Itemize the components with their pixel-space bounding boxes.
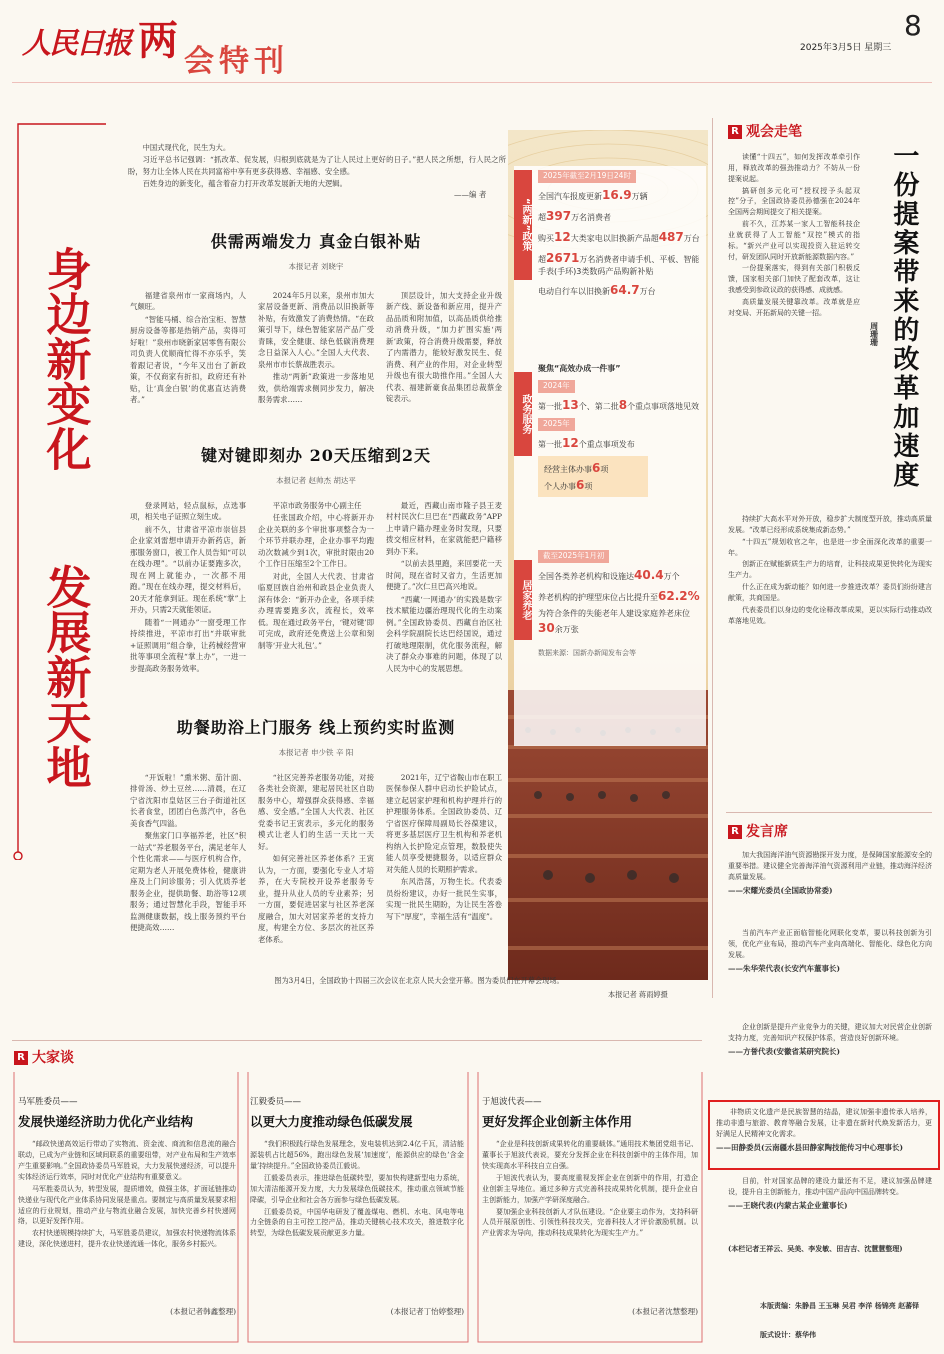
article2-byline: 本报记者 赵帅杰 胡达平 xyxy=(276,476,356,485)
feature-title-panel xyxy=(10,120,110,860)
commentary-author: 周珊珊 xyxy=(869,322,880,346)
speech-block-3 xyxy=(728,1022,932,1094)
bottom-top-rule xyxy=(12,1040,702,1041)
section-r-icon: R xyxy=(14,1051,28,1065)
commentary-paragraph: 搞研创多元化可“授权授予头起双控”分子，全国政协委员孙德强在2024年全国两会期间提交了相关提案。 xyxy=(728,186,860,217)
speech-text: 当前汽车产业正面临智能化网联化变革，要以科技创新为引领，优化产业布局，推动汽车产业向高端化、智能化、绿色化方向发展。 xyxy=(728,929,932,959)
stat-line: 购买12大类家电以旧换新产品超487万台 xyxy=(538,230,700,245)
article1-byline: 本报记者 刘晓宇 xyxy=(288,262,344,271)
bottom-title: 发展快递经济助力优化产业结构 xyxy=(18,1114,194,1130)
infographic-tag-elderly-care: 居家养老 xyxy=(514,560,532,640)
issue-date: 2025年3月5日 星期三 xyxy=(800,43,892,53)
infographic-section3 xyxy=(538,550,704,658)
infographic-panel xyxy=(514,166,706,746)
stat-line: 全国汽车报废更新16.9万辆 xyxy=(538,187,648,202)
bottom-title: 更好发挥企业创新主体作用 xyxy=(482,1114,633,1130)
section-r-icon: R xyxy=(728,825,742,839)
commentary-paragraph: 一份提案落实，得到有关部门积极反馈，国家相关部门加快了配套改革，这让我感受到参政议政的获得感、成就感。 xyxy=(728,264,860,295)
section-label-speakers xyxy=(728,822,788,842)
bottom-item-2 xyxy=(250,1096,464,1318)
stat-line: 超2671万名消费者申请手机、平板、智能手表(手环)3类数码产品购新补贴 xyxy=(538,251,700,276)
article-paragraph: 顶层设计，加大支持企业升级新产线、新设备和新应用，提升产品品质和附加值，以高品质供给推动消费升级，“加力扩围实施‘两新’政策，符合消费升级需要，释放了内需潜力，能较好激发民生、促消费、利产业的作用，对企业转型升级也有很大助推作用。”全国人大代表、福建新豪食品集团总裁蔡金锭表示。 xyxy=(386,291,502,404)
bottom-paragraph: 农村快递规模持续扩大，马军胜委员建议，加强农村快递物流体系建设，深化快递进村，提升农业快递流通一体化，服务乡村振兴。 xyxy=(18,1229,236,1249)
stat-line: 全国各类养老机构和设施达40.4万个 xyxy=(538,567,680,582)
article-paragraph: 平凉市政务服务中心副主任 xyxy=(272,501,362,510)
speech-text: 目前，针对国家品牌的建设力量还有不足，建议加强品牌建设，提升自主创新能力，推动中国产品向中国品牌转变。 xyxy=(728,1177,932,1196)
commentary-paragraph: 什么正在成为新动能？如何进一步推进改革？委员们纷纷建言献策，共商国是。 xyxy=(728,583,932,602)
article-paragraph: “社区完善养老服务功能，对接各类社会资源，建起居民社区自助服务中心，增强群众获得感、幸福感、安全感。”全国人大代表、社区党委书记王寅表示，多元化的服务模式让老人们的生活一天比一天好。 xyxy=(258,773,374,851)
newspaper-logo: 人民日报 xyxy=(22,26,131,60)
intro-signature: ——编 者 xyxy=(454,190,487,199)
commentary-title: 一份提案带来的改革加速度 xyxy=(888,142,919,490)
stat-line: 电动自行车以旧换新64.7万台 xyxy=(538,283,656,298)
speech-speaker: ——王晓代表(内蒙古某企业董事长) xyxy=(728,1200,848,1210)
article3-body xyxy=(130,772,502,962)
section-label-text: 观会走笔 xyxy=(746,124,802,140)
article-paragraph: 如何完善社区养老体系？王寅认为，一方面，要强化专业人才培养，在大专院校开设养老服务专业，提升从业人员的专业素养；另一方面，要促进居家与社区养老深度融合，加大对居家养老的支持力度，构建全方位、多层次的社区养老体系。 xyxy=(258,854,374,944)
speech-text: 企业创新是提升产业竞争力的关键，建议加大对民营企业创新支持力度，完善知识产权保护体系，营造良好创新环境。 xyxy=(728,1023,932,1042)
commentary-body-wide xyxy=(728,514,932,808)
special-issue-title-b: 会特刊 xyxy=(184,44,289,79)
article3-byline: 本报记者 申少铁 辛 阳 xyxy=(278,748,354,757)
period-label: 2024年 xyxy=(538,380,575,393)
page-editors: 本版责编：朱静昌 王玉琳 吴君 李洋 杨锦亮 赵蕃铎 xyxy=(760,1301,920,1310)
article2-title: 键对键即刻办 20天压缩到2天 xyxy=(201,446,431,465)
bottom-paragraph: “我们积极践行绿色发展理念，发电装机达到2.4亿千瓦，清洁能源装机占比超56%，跑出绿色发展‘加速度’，能源供应的绿色‘含金量’持续提升。”全国政协委员江毅说。 xyxy=(250,1140,464,1171)
commentary-paragraph: 读懂“十四五”，如何发挥改革牵引作用，释放改革的强劲推动力？不妨从一份提案说起。 xyxy=(728,153,860,183)
article-paragraph: 推动“两新”政策进一步落地见效，供给端需求侧同步发力，解决服务需求…… xyxy=(258,372,374,405)
bottom-note: (本报记者丁怡婷整理) xyxy=(390,1307,464,1317)
article-paragraph: 东风浩荡，万物生长。代表委员纷纷建议，办好一批民生实事，实现一批民生期盼，为让民生答卷写下“厚度”，幸福生活有“温度”。 xyxy=(386,877,502,921)
business-box xyxy=(538,456,648,497)
speech-text: 非物质文化遗产是民族智慧的结晶，建议加强非遗传承人培养，推动非遗与旅游、教育等融合发展，让非遗在新时代焕发新活力，更好满足人民精神文化需求。 xyxy=(716,1108,932,1138)
article-paragraph: “以前去县里跑，来回要花一天时间，现在省时又省力，生活更加便捷了。”次仁旦巴高兴地说。 xyxy=(386,559,502,592)
stat-line: 经营主体办事6项 xyxy=(544,460,609,475)
bottom-paragraph: 江毅委员表示，推进绿色低碳转型，要加快构建新型电力系统，加大清洁能源开发力度，大力发展绿色低碳技术，推动重点领域节能降碳，引导企业和社会各方面参与绿色低碳发展。 xyxy=(250,1173,464,1204)
speech-text: 加大我国海洋油气资源勘探开发力度，是保障国家能源安全的重要举措。建议健全完善海洋油气资源利用产业链，推动海洋经济高质量发展。 xyxy=(728,851,932,881)
stat-line: 为符合条件的失能老年人建设家庭养老床位30余万张 xyxy=(538,609,690,636)
bottom-note: (本报记者沈慧整理) xyxy=(632,1307,698,1317)
article-paragraph: 对此，全国人大代表、甘肃省临夏回族自治州和政县企业负责人深有体会：“新开办企业，各项手续办理需要跑多次，流程长，效率低。现在通过政务平台，‘键对键’即可完成，政府还免费送上公章和刻制等‘开业大礼包’。” xyxy=(258,571,374,650)
bottom-paragraph: 于旭波代表认为，要高度重视发挥企业在创新中的作用，打造企业创新主导地位。通过多种方式完善科技成果转化机制，提升企业自主创新能力，加强产学研深度融合。 xyxy=(482,1173,698,1204)
bottom-paragraph: “企业是科技创新成果转化的重要载体。”通用技术集团党组书记、董事长于旭波代表说，要充分发挥企业在科技创新中的主体作用，加快实现高水平科技自立自强。 xyxy=(482,1140,698,1171)
special-issue-title-a: 两 xyxy=(138,18,178,64)
masthead-rule xyxy=(12,82,932,83)
commentary-paragraph: 创新正在赋能新质生产力的培育，让科技成果更快转化为现实生产力。 xyxy=(728,560,932,580)
feature-title-b: 发展新天地 xyxy=(38,564,92,789)
period-label: 截至2025年1月初 xyxy=(538,550,609,563)
infographic-section2 xyxy=(538,364,704,497)
period-label: 2025年截至2月19日24时 xyxy=(538,170,636,183)
bottom-item-1 xyxy=(18,1096,236,1318)
page-number: 8 xyxy=(904,9,922,42)
infographic-tag-gov-service: 政务服务 xyxy=(514,372,532,456)
article-paragraph: 前不久，甘肃省平凉市崇信县企业家刘雷想申请开办新药店，新那服务窗口，被工作人员告知“可以在线办理”。“以前办证要跑多次，现在网上就能办，一次都不用跑。”现在在线办理，提交材料后，20天才能拿到证。现在系统“掌”上开办，只需2天就能领证。 xyxy=(130,524,246,615)
intro-line: 习近平总书记强调：“抓改革、促发展，归根到底就是为了让人民过上更好的日子。”把人民之所想，行人民之所盼，努力让全体人民在共同富裕中享有更多获得感、幸福感、安全感。 xyxy=(128,155,506,176)
article-paragraph: 2024年5月以来，泉州市加大家居设备更新、消费品以旧换新等补贴，有效激发了消费热情。“在政策引导下，绿色智能家居产品广受青睐，安全健康、绿色低碳消费理念日益深入人心。”全国人大代表、泉州市市长蔡战胜表示。 xyxy=(258,291,374,369)
commentary-paragraph: 代表委员们以身边的变化诠释改革成果，更以实际行动推动改革落地见效。 xyxy=(728,605,932,625)
article-paragraph: “西藏‘一网通办’的实践是数字技术赋能边疆治理现代化的生动案例。”全国政协委员、西藏自治区社会科学院副院长达巴经国说，通过打破地理限制，优化服务流程，解决了群众办事难的问题，体现了以人民为中心的发展思想。 xyxy=(386,594,502,673)
article-paragraph: “开饭啦！”熏米粥、茄汁面、排骨汤、炒土豆丝……清晨，在辽宁省沈阳市皇姑区三台子街道社区长者食堂，团团白色蒸汽中，各色美食香气四溢。 xyxy=(130,773,246,828)
bottom-title: 以更大力度推动绿色低碳发展 xyxy=(250,1114,413,1130)
article-paragraph: 任张国政介绍，中心将新开办企业关联的多个审批事项整合为一个环节并联办理，企业办事平均跑动次数减少到1次，审批时限由20个工作日压缩至2个工作日。 xyxy=(258,513,374,569)
page-designer: 版式设计：蔡华伟 xyxy=(760,1330,816,1339)
infographic-section1 xyxy=(538,170,704,304)
intro-block xyxy=(128,142,506,206)
bottom-paragraph: 江毅委员说，中国华电研发了覆盖煤电、燃机、水电、风电等电力全链条的自主可控工控产品，推动关键核心技术攻关，推进数字化转型，为绿色低碳发展贡献更多力量。 xyxy=(250,1207,464,1238)
speech-block-1 xyxy=(728,850,932,922)
article-paragraph: 福建省泉州市一家商场内，人气颇旺。 xyxy=(130,291,246,312)
bottom-body xyxy=(482,1139,698,1305)
commentary-paragraph: 高质量发展关键靠改革。改革就是应对变局、开拓新局的关键一招。 xyxy=(728,297,860,317)
speech-speaker: ——宋耀光委员(全国政协常委) xyxy=(728,885,833,895)
speech-block-highlighted xyxy=(708,1100,940,1170)
stat-line: 个人办事6项 xyxy=(544,478,593,493)
data-source: 数据来源：国新办新闻发布会等 xyxy=(538,649,636,658)
bottom-paragraph: “邮政快递高效运行带动了实物流、资金流、商流和信息流的融合联动，已成为产业链和区域间联系的重要纽带，对产业布局和生产效率产生重要影响。”全国政协委员马军胜说，大力发展快递经济，可以提升实体经济运行效率，同时对优化产业结构有重要意义。 xyxy=(18,1140,236,1181)
bottom-paragraph: 马军胜委员认为，转型发展，提质增效，做强主体，扩面延链推动快递业与现代化产业体系协同发展是重点。要制定与高质量发展要求相适应的行业规划，推动产业与物流业融合发展，加快完善乡村快递网络，以更好发挥作用。 xyxy=(18,1184,236,1226)
bottom-author: 于旭波代表—— xyxy=(482,1097,542,1107)
article-paragraph: 2021年，辽宁省鞍山市在职工医保参保人群中启动长护险试点，建立起居家护理和机构护理并行的护理服务体系。全国政协委员、辽宁省医疗保障局副局长谷葆建议，将更多基层医疗卫生机构和养老机构纳入长护险定点管理，数股使失能人员享受便捷服务，以适应群众对失能人员的长期照护需求。 xyxy=(386,773,502,874)
article3-title: 助餐助浴上门服务 线上预约实时监测 xyxy=(176,718,456,737)
article-paragraph: “智能马桶、综合治宝柜、智慧厨房设备等都是热销产品，卖得可好啦！”泉州市晓新家居零售有限公司负责人优顺商忙得不亦乐乎，笑着跟记者说，“今年又出台了新政策，不仅商家有折扣，政府还有补贴，让‘真金白银’的优惠直达消费者。” xyxy=(130,314,246,405)
right-section-rule xyxy=(726,812,932,813)
stat-line: 第一批13个、第二批8个重点事项落地见效 xyxy=(538,397,700,412)
stat-line: 养老机构的护理型床位占比提升至62.2% xyxy=(538,589,700,604)
section-label-text: 大家谈 xyxy=(32,1050,74,1066)
speech-editor-note: (本栏记者王祥云、吴美、李发敏、田吉吉、沈慧慧整理) xyxy=(728,1244,903,1253)
photo-caption xyxy=(130,976,708,986)
intro-line: 中国式现代化，民生为大。 xyxy=(142,143,231,152)
bottom-body xyxy=(18,1139,236,1305)
stat-line: 第一批12个重点事项发布 xyxy=(538,435,635,450)
article-paragraph: 登录网站，轻点鼠标，点选事项，相关电子证照立刻生成。 xyxy=(130,501,246,522)
gov-heading: 聚焦“高效办成一件事” xyxy=(538,364,621,373)
speech-speaker: ——田静委员(云南疆水县田静家陶技能传习中心理事长) xyxy=(716,1142,904,1152)
bottom-author: 马军胜委员—— xyxy=(18,1097,78,1107)
article-paragraph: 最近，西藏山南市隆子县王麦村村民次仁旦巴在“西藏政务”APP上申请户籍办理业务时发现，只要拨交相应材料，在家就能把户籍移到办下来。 xyxy=(386,501,502,556)
speech-block-5 xyxy=(728,1176,932,1240)
masthead xyxy=(0,0,944,100)
commentary-paragraph: “十四五”规划收官之年，也是进一步全面深化改革的重要一年。 xyxy=(728,537,932,557)
photo-caption-text: 图为3月4日，全国政协十四届三次会议在北京人民大会堂开幕。图为委员们在开幕会现场。 xyxy=(274,976,564,985)
section-r-icon: R xyxy=(728,125,742,139)
commentary-paragraph: 持续扩大高水平对外开放，稳步扩大制度型开放，推动高质量发展。“改革已经形成系统集成新态势。” xyxy=(728,515,932,534)
bottom-body xyxy=(250,1139,464,1305)
speech-block-2 xyxy=(728,928,932,1014)
photo-credit: 本报记者 蒋雨婷摄 xyxy=(608,990,668,999)
period-label: 2025年 xyxy=(538,418,575,431)
commentary-paragraph: 前不久，江苏某一家人工智能科技企业就获得了人工智能“双控”模式的指标。“新兴产业可以实现投资入驻运转交付，研发团队同时开放新能源数据内容。” xyxy=(728,220,860,261)
article-paragraph: 聚焦家门口享福养老，社区“积一站式”养老服务平台，满足老年人个性化需求——与医疗机构合作，定期为老人开展免费体检，健康讲座及上门问诊服务；引入优质养老服务企业，提供助餐、助浴等12项服务；通过智慧化手段，智能手环监测健康数据，线上服务预约平台便捷高效…… xyxy=(130,831,246,933)
section-label-observation xyxy=(728,122,802,142)
main-frame-right xyxy=(712,118,713,998)
commentary-body xyxy=(728,152,860,512)
bottom-author: 江毅委员—— xyxy=(250,1097,302,1107)
speech-speaker: ——方誉代表(安徽省某研究院长) xyxy=(728,1046,841,1056)
bottom-item-3 xyxy=(482,1096,698,1318)
bottom-paragraph: 要加强企业科技创新人才队伍建设。“企业要主动作为，支持科研人员开展原创性、引领性科技攻关，完善科技人才评价激励机制。以产业需求为导向，推动科技成果转化为现实生产力。” xyxy=(482,1207,698,1238)
article1-title: 供需两端发力 真金白银补贴 xyxy=(210,232,422,251)
feature-title-a: 身边新变化 xyxy=(38,246,92,471)
intro-line: 百姓身边的新变化，蕴含着奋力打开改革发展新天地的大逻辑。 xyxy=(142,178,347,188)
infographic-tag-new-policy: “两新”政策 xyxy=(514,170,532,280)
section-label-text: 发言席 xyxy=(746,824,788,840)
article1-body xyxy=(130,290,502,418)
speech-speaker: ——朱华荣代表(长安汽车董事长) xyxy=(728,963,841,973)
article-paragraph: 随着“一网通办”一窗受理工作持续推进，平凉市打出“并联审批+证照调用”组合拳，让药械经营审批等事项全流程“掌上办”，一进一步提高政务服务效率。 xyxy=(130,617,246,673)
article2-body xyxy=(130,500,502,686)
bottom-note: (本报记者韩鑫整理) xyxy=(170,1307,236,1317)
stat-line: 超397万名消费者 xyxy=(538,209,612,224)
